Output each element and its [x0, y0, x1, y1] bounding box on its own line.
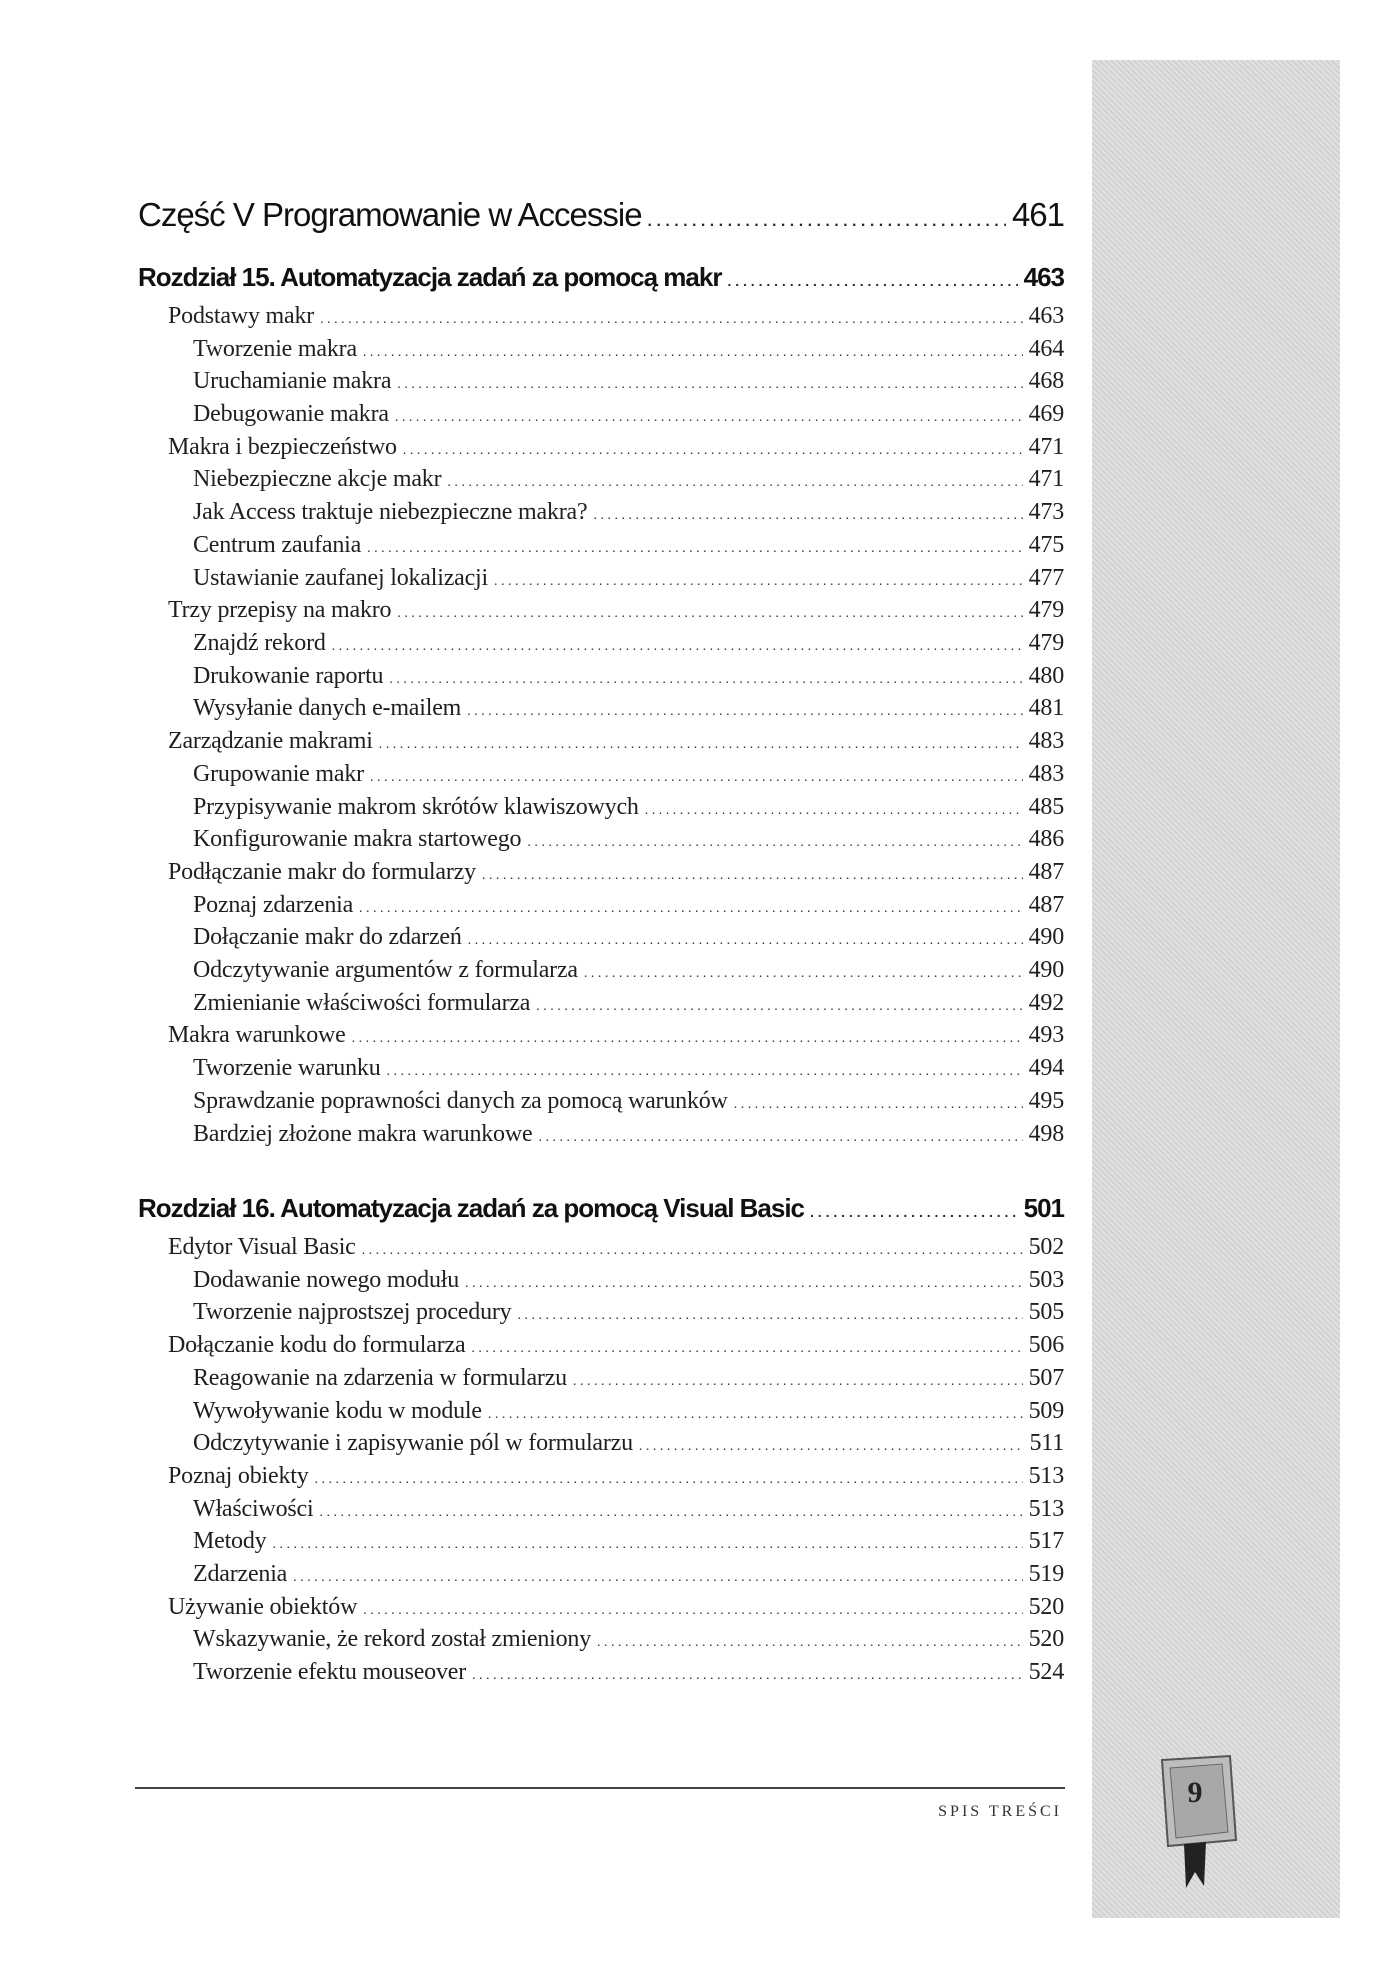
leader-dots [370, 770, 1023, 786]
toc-subsection-entry [138, 1398, 1064, 1425]
entry-page: 513 [1028, 1496, 1064, 1522]
toc-subsection-entry [138, 1299, 1064, 1326]
leader-dots [471, 1341, 1022, 1357]
entry-title: Centrum zaufania [193, 532, 362, 558]
bookmark-icon [1148, 1752, 1244, 1892]
toc-subsection-entry [138, 1496, 1064, 1523]
entry-title: Jak Access traktuje niebezpieczne makra? [193, 499, 588, 525]
leader-dots [397, 606, 1022, 622]
entry-page: 519 [1028, 1561, 1064, 1587]
entry-page: 511 [1029, 1430, 1064, 1456]
entry-page: 487 [1028, 859, 1064, 885]
entry-page: 463 [1028, 303, 1064, 329]
entry-page: 481 [1028, 695, 1064, 721]
entry-page: 471 [1028, 434, 1064, 460]
entry-title: Edytor Visual Basic [168, 1234, 356, 1260]
entry-page: 520 [1028, 1594, 1064, 1620]
toc-subsection-entry [138, 1430, 1064, 1457]
leader-dots [648, 213, 1006, 231]
entry-page: 513 [1028, 1463, 1064, 1489]
toc-subsection-entry [138, 368, 1064, 395]
entry-title: Wskazywanie, że rekord został zmieniony [193, 1626, 592, 1652]
entry-title: Zarządzanie makrami [168, 728, 373, 754]
section-label: SPIS TREŚCI [938, 1803, 1062, 1820]
leader-dots [352, 1031, 1023, 1047]
leader-dots [395, 410, 1023, 426]
entry-page: 494 [1028, 1055, 1064, 1081]
chapter-page: 501 [1023, 1193, 1064, 1223]
entry-page: 520 [1028, 1626, 1064, 1652]
part-page: 461 [1011, 196, 1064, 233]
leader-dots [639, 1439, 1024, 1455]
entry-page: 524 [1028, 1659, 1064, 1685]
entry-page: 473 [1028, 499, 1064, 525]
entry-title: Zmienianie właściwości formularza [193, 990, 531, 1016]
chapter-title: Rozdział 16. Automatyzacja zadań za pomocą Visual Basic [138, 1193, 805, 1223]
toc-subsection-entry [138, 565, 1064, 592]
entry-page: 468 [1028, 368, 1064, 394]
leader-dots [645, 803, 1023, 819]
leader-dots [584, 966, 1023, 982]
leader-dots [320, 312, 1023, 328]
entry-page: 506 [1028, 1332, 1064, 1358]
leader-dots [467, 704, 1022, 720]
leader-dots [527, 835, 1022, 851]
toc-section-entry [138, 1332, 1064, 1359]
toc-subsection-entry [138, 761, 1064, 788]
entry-title: Niebezpieczne akcje makr [193, 466, 442, 492]
toc-subsection-entry [138, 1561, 1064, 1588]
leader-dots [734, 1097, 1023, 1113]
toc-section-entry [138, 1022, 1064, 1049]
toc-section-entry [138, 434, 1064, 461]
leader-dots [332, 639, 1023, 655]
entry-page: 464 [1028, 336, 1064, 362]
entry-title: Ustawianie zaufanej lokalizacji [193, 565, 488, 591]
toc-subsection-entry [138, 336, 1064, 363]
entry-page: 477 [1028, 565, 1064, 591]
toc-subsection-entry [138, 990, 1064, 1017]
entry-page: 493 [1028, 1022, 1064, 1048]
leader-dots [472, 1668, 1023, 1684]
leader-dots [468, 933, 1023, 949]
entry-title: Trzy przepisy na makro [168, 597, 392, 623]
toc-section-entry [138, 597, 1064, 624]
toc-subsection-entry [138, 1121, 1064, 1148]
entry-title: Metody [193, 1528, 267, 1554]
leader-dots [272, 1537, 1022, 1553]
entry-title: Tworzenie efektu mouseover [193, 1659, 467, 1685]
entry-page: 505 [1028, 1299, 1064, 1325]
entry-title: Grupowanie makr [193, 761, 364, 787]
toc-subsection-entry [138, 663, 1064, 690]
leader-dots [482, 868, 1023, 884]
toc-subsection-entry [138, 1528, 1064, 1555]
entry-page: 479 [1028, 597, 1064, 623]
leader-dots [379, 737, 1023, 753]
entry-page: 483 [1028, 728, 1064, 754]
entry-title: Makra warunkowe [168, 1022, 346, 1048]
leader-dots [727, 273, 1017, 289]
part-heading [138, 196, 1064, 234]
entry-title: Debugowanie makra [193, 401, 389, 427]
page-number: 9 [1187, 1776, 1203, 1809]
chapter-heading [138, 1193, 1064, 1224]
toc-subsection-entry [138, 794, 1064, 821]
toc-subsection-entry [138, 957, 1064, 984]
entry-page: 479 [1028, 630, 1064, 656]
entry-title: Reagowanie na zdarzenia w formularzu [193, 1365, 567, 1391]
entry-page: 517 [1028, 1528, 1064, 1554]
entry-page: 509 [1028, 1398, 1064, 1424]
toc-section-entry [138, 1463, 1064, 1490]
entry-page: 487 [1028, 892, 1064, 918]
entry-page: 471 [1028, 466, 1064, 492]
entry-page: 486 [1028, 826, 1064, 852]
entry-page: 480 [1028, 663, 1064, 689]
entry-title: Zdarzenia [193, 1561, 288, 1587]
entry-title: Używanie obiektów [168, 1594, 358, 1620]
entry-title: Dołączanie makr do zdarzeń [193, 924, 462, 950]
entry-title: Przypisywanie makrom skrótów klawiszowych [193, 794, 639, 820]
page-side-band [1092, 60, 1340, 1918]
toc-subsection-entry [138, 695, 1064, 722]
toc-subsection-entry [138, 892, 1064, 919]
leader-dots [465, 1276, 1023, 1292]
entry-title: Bardziej złożone makra warunkowe [193, 1121, 533, 1147]
entry-title: Drukowanie raportu [193, 663, 384, 689]
entry-page: 485 [1028, 794, 1064, 820]
toc-section-entry [138, 1594, 1064, 1621]
entry-title: Odczytywanie i zapisywanie pól w formularzu [193, 1430, 633, 1456]
toc-section-entry [138, 303, 1064, 330]
toc-subsection-entry [138, 1055, 1064, 1082]
entry-title: Dodawanie nowego modułu [193, 1267, 460, 1293]
toc-subsection-entry [138, 532, 1064, 559]
entry-page: 503 [1028, 1267, 1064, 1293]
leader-dots [517, 1308, 1022, 1324]
entry-page: 469 [1028, 401, 1064, 427]
entry-page: 498 [1028, 1121, 1064, 1147]
footer-rule [135, 1787, 1065, 1789]
leader-dots [403, 443, 1023, 459]
leader-dots [593, 508, 1022, 524]
toc-subsection-entry [138, 1365, 1064, 1392]
entry-page: 483 [1028, 761, 1064, 787]
entry-title: Poznaj zdarzenia [193, 892, 354, 918]
part-title: Część V Programowanie w Accessie [138, 196, 642, 233]
leader-dots [363, 1603, 1022, 1619]
leader-dots [293, 1570, 1022, 1586]
entry-page: 502 [1028, 1234, 1064, 1260]
leader-dots [573, 1374, 1023, 1390]
entry-title: Podstawy makr [168, 303, 315, 329]
entry-page: 475 [1028, 532, 1064, 558]
leader-dots [597, 1635, 1023, 1651]
entry-title: Podłączanie makr do formularzy [168, 859, 476, 885]
toc-section-entry [138, 728, 1064, 755]
toc-subsection-entry [138, 1267, 1064, 1294]
entry-title: Wywoływanie kodu w module [193, 1398, 482, 1424]
entry-title: Konfigurowanie makra startowego [193, 826, 522, 852]
entry-title: Tworzenie warunku [193, 1055, 381, 1081]
entry-page: 490 [1028, 957, 1064, 983]
toc-subsection-entry [138, 630, 1064, 657]
chapter-heading [138, 262, 1064, 293]
leader-dots [319, 1505, 1022, 1521]
leader-dots [447, 475, 1022, 491]
entry-title: Poznaj obiekty [168, 1463, 309, 1489]
leader-dots [359, 901, 1023, 917]
toc-subsection-entry [138, 924, 1064, 951]
toc-subsection-entry [138, 1088, 1064, 1115]
entry-title: Tworzenie najprostszej procedury [193, 1299, 512, 1325]
leader-dots [810, 1204, 1018, 1220]
entry-title: Dołączanie kodu do formularza [168, 1332, 466, 1358]
leader-dots [494, 574, 1023, 590]
chapter-title: Rozdział 15. Automatyzacja zadań za pomocą makr [138, 262, 722, 292]
entry-page: 507 [1028, 1365, 1064, 1391]
leader-dots [538, 1130, 1022, 1146]
leader-dots [397, 377, 1022, 393]
leader-dots [488, 1407, 1023, 1423]
toc-subsection-entry [138, 1659, 1064, 1686]
toc-section-entry [138, 859, 1064, 886]
toc-subsection-entry [138, 466, 1064, 493]
toc-subsection-entry [138, 826, 1064, 853]
entry-page: 492 [1028, 990, 1064, 1016]
entry-title: Właściwości [193, 1496, 314, 1522]
leader-dots [536, 999, 1022, 1015]
leader-dots [362, 1243, 1023, 1259]
chapter-page: 463 [1023, 262, 1064, 292]
entry-title: Wysyłanie danych e-mailem [193, 695, 462, 721]
entry-title: Makra i bezpieczeństwo [168, 434, 397, 460]
leader-dots [389, 672, 1022, 688]
leader-dots [315, 1472, 1023, 1488]
toc-subsection-entry [138, 1626, 1064, 1653]
entry-title: Odczytywanie argumentów z formularza [193, 957, 578, 983]
leader-dots [367, 541, 1023, 557]
toc-subsection-entry [138, 401, 1064, 428]
entry-page: 490 [1028, 924, 1064, 950]
toc-subsection-entry [138, 499, 1064, 526]
entry-title: Znajdź rekord [193, 630, 326, 656]
leader-dots [363, 345, 1023, 361]
entry-title: Sprawdzanie poprawności danych za pomocą warunków [193, 1088, 728, 1114]
toc-section-entry [138, 1234, 1064, 1261]
leader-dots [387, 1064, 1023, 1080]
entry-page: 495 [1028, 1088, 1064, 1114]
entry-title: Tworzenie makra [193, 336, 357, 362]
entry-title: Uruchamianie makra [193, 368, 392, 394]
